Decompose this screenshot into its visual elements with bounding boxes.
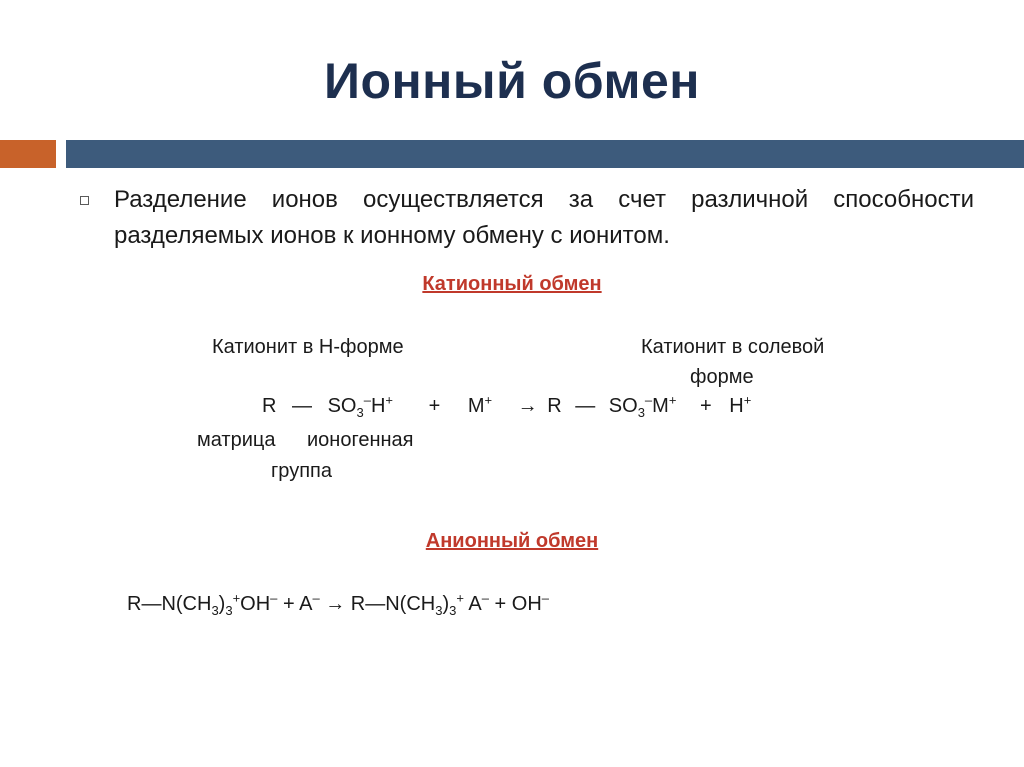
cation-salt-form-label-line1: Катионит в солевой: [641, 336, 825, 358]
eq-so3-m: $SO_3^-M^+$: [608, 392, 677, 420]
group-label: группа: [271, 460, 332, 482]
accent-bar-blue: [66, 140, 1024, 168]
cation-h-form-label: Катионит в Н-форме: [212, 336, 404, 358]
intro-paragraph: Разделение ионов осуществляется за счет различной способности разделяемых ионов к ионному обмену с ионитом.: [114, 186, 974, 249]
eq-r: R: [262, 395, 277, 417]
eq-arrow-icon: →: [517, 395, 538, 417]
accent-bar-orange: [0, 140, 56, 168]
eq-bond-dash: —: [292, 395, 313, 417]
matrix-label: матрица: [197, 429, 276, 451]
eq-plus-operator: +: [428, 395, 441, 417]
cation-salt-form-label-line2: форме: [690, 366, 754, 388]
anion-exchange-heading: Анионный обмен: [425, 530, 599, 552]
eq-so3: $SO_3^-H^+$: [327, 392, 393, 420]
ionogenic-label: ионогенная: [307, 429, 414, 451]
eq-plus-operator-2: +: [699, 395, 712, 417]
eq-r2: R: [547, 395, 562, 417]
eq-h-ion: H+: [729, 392, 752, 417]
anion-exchange-equation: $R—N(CH_3)_3^+OH^- + A^-$ → $R—N(CH_3)_3^+$ A– + OH–: [127, 590, 550, 618]
eq-bond-dash-2: —: [575, 395, 596, 417]
cation-exchange-heading: Катионный обмен: [422, 273, 602, 295]
cation-exchange-equation: [262, 392, 752, 420]
slide-title: Ионный обмен: [324, 53, 700, 109]
square-bullet-icon: [80, 196, 89, 205]
eq-m-ion: M+: [467, 392, 493, 417]
